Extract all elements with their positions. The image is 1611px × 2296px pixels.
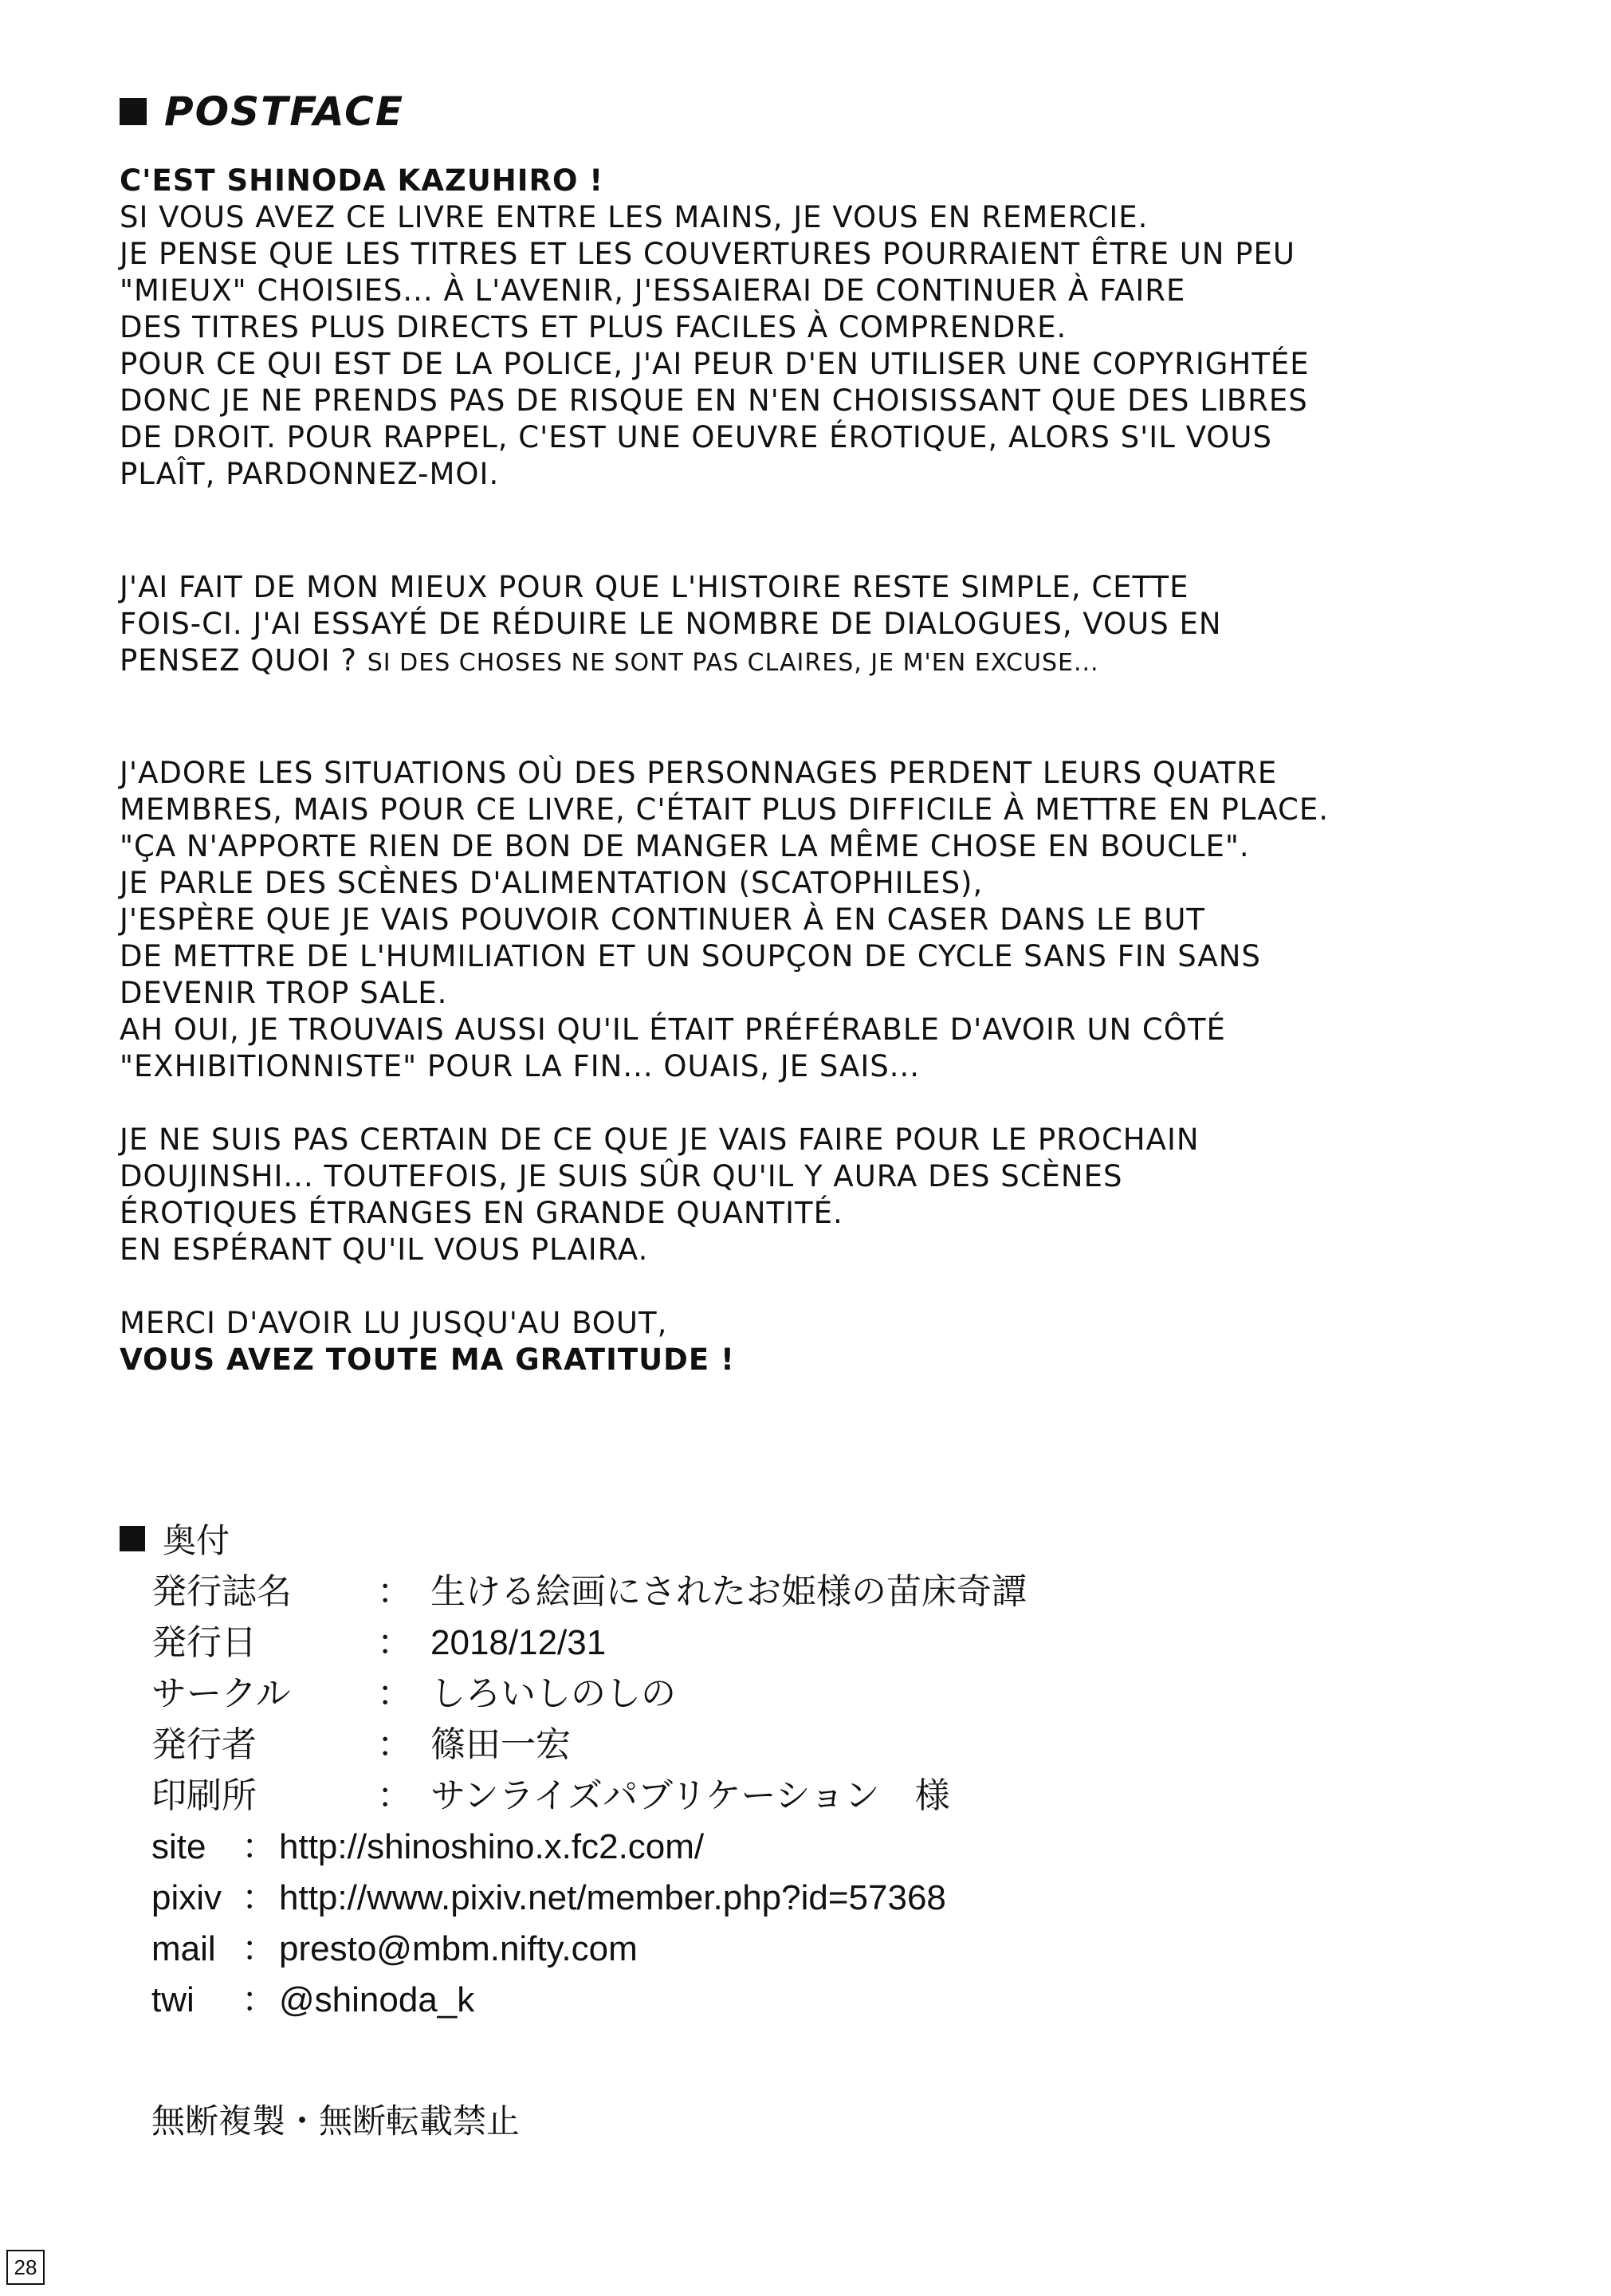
contact-separator: ： bbox=[242, 1878, 277, 1917]
contact-row-mail bbox=[120, 1920, 1475, 1971]
colophon-section bbox=[120, 1515, 1475, 2022]
paragraph-line: JE PENSE QUE LES TITRES ET LES COUVERTURES POURRAIENT ÊTRE UN PEU bbox=[120, 237, 1296, 271]
row-label: 発行誌名 bbox=[151, 1572, 292, 1611]
paragraph-small-text: SI DES CHOSES NE SONT PAS CLAIRES, JE M'EN EXCUSE... bbox=[367, 649, 1099, 677]
mail-address: presto@mbm.nifty.com bbox=[279, 1929, 638, 1968]
row-label: 発行日 bbox=[151, 1623, 257, 1662]
row-value: サンライズパブリケーション 様 bbox=[430, 1776, 950, 1815]
paragraph-line: JE PARLE DES SCÈNES D'ALIMENTATION (SCATOPHILES), bbox=[120, 866, 984, 900]
colophon-title: 奥付 bbox=[163, 1521, 230, 1560]
contact-separator: ： bbox=[242, 1980, 277, 2019]
row-label: 発行者 bbox=[151, 1725, 257, 1764]
paragraph-line: DOUJINSHI... TOUTEFOIS, JE SUIS SÛR QU'IL Y AURA DES SCÈNES bbox=[120, 1159, 1123, 1193]
row-value: しろいしのしの bbox=[430, 1674, 676, 1713]
closing-line: VOUS AVEZ TOUTE MA GRATITUDE ! bbox=[120, 1343, 735, 1377]
contact-separator: ： bbox=[242, 1827, 277, 1866]
paragraph-line: POUR CE QUI EST DE LA POLICE, J'AI PEUR D'EN UTILISER UNE COPYRIGHTÉE bbox=[120, 347, 1310, 381]
row-label: 印刷所 bbox=[151, 1776, 257, 1815]
postface-paragraph-3 bbox=[120, 755, 1554, 1085]
paragraph-line: MEMBRES, MAIS POUR CE LIVRE, C'ÉTAIT PLUS DIFFICILE À METTRE EN PLACE. bbox=[120, 792, 1329, 827]
paragraph-line: EN ESPÉRANT QU'IL VOUS PLAIRA. bbox=[120, 1233, 649, 1267]
paragraph-line: DE METTRE DE L'HUMILIATION ET UN SOUPÇON DE CYCLE SANS FIN SANS bbox=[120, 939, 1261, 973]
row-separator: ： bbox=[377, 1572, 412, 1611]
paragraph-line: JE NE SUIS PAS CERTAIN DE CE QUE JE VAIS FAIRE POUR LE PROCHAIN bbox=[120, 1122, 1200, 1157]
row-value: 2018/12/31 bbox=[430, 1623, 607, 1662]
postface-section bbox=[120, 80, 1554, 1378]
paragraph-text: PENSEZ QUOI ? bbox=[120, 643, 357, 678]
colophon-row-circle bbox=[120, 1665, 1475, 1716]
paragraph-line: DE DROIT. POUR RAPPEL, C'EST UNE OEUVRE ÉROTIQUE, ALORS S'IL VOUS bbox=[120, 420, 1272, 454]
paragraph-line: DONC JE NE PRENDS PAS DE RISQUE EN N'EN CHOISISSANT QUE DES LIBRES bbox=[120, 383, 1308, 418]
row-value: 生ける絵画にされたお姫様の苗床奇譚 bbox=[430, 1572, 1027, 1611]
contact-label: mail bbox=[151, 1929, 216, 1968]
contact-label: twi bbox=[151, 1980, 194, 2019]
postface-paragraph-2 bbox=[120, 569, 1554, 682]
paragraph-line: MERCI D'AVOIR LU JUSQU'AU BOUT, bbox=[120, 1306, 668, 1340]
paragraph-line: J'ADORE LES SITUATIONS OÙ DES PERSONNAGES PERDENT LEURS QUATRE bbox=[120, 756, 1278, 790]
paragraph-line: C'EST SHINODA KAZUHIRO ! bbox=[120, 163, 604, 198]
twitter-handle: @shinoda_k bbox=[279, 1980, 475, 2019]
black-square-icon bbox=[120, 98, 147, 125]
row-separator: ： bbox=[377, 1776, 412, 1815]
colophon-row-publisher bbox=[120, 1716, 1475, 1767]
paragraph-line: "ÇA N'APPORTE RIEN DE BON DE MANGER LA MÊME CHOSE EN BOUCLE". bbox=[120, 829, 1250, 863]
contact-row-twi bbox=[120, 1971, 1475, 2022]
paragraph-line: DES TITRES PLUS DIRECTS ET PLUS FACILES À COMPRENDRE. bbox=[120, 310, 1067, 344]
row-value: 篠田一宏 bbox=[430, 1725, 571, 1764]
contact-row-pixiv bbox=[120, 1869, 1475, 1920]
colophon-row-title bbox=[120, 1563, 1475, 1614]
contact-label: pixiv bbox=[151, 1878, 222, 1917]
colophon-row-printer bbox=[120, 1767, 1475, 1818]
paragraph-line: AH OUI, JE TROUVAIS AUSSI QU'IL ÉTAIT PRÉFÉRABLE D'AVOIR UN CÔTÉ bbox=[120, 1012, 1226, 1047]
paragraph-line: ÉROTIQUES ÉTRANGES EN GRANDE QUANTITÉ. bbox=[120, 1196, 843, 1230]
paragraph-line: PLAÎT, PARDONNEZ-MOI. bbox=[120, 457, 500, 491]
postface-paragraph-1 bbox=[120, 163, 1554, 493]
paragraph-line bbox=[120, 643, 1554, 682]
paragraph-line: DEVENIR TROP SALE. bbox=[120, 976, 448, 1010]
paragraph-line: J'AI FAIT DE MON MIEUX POUR QUE L'HISTOIRE RESTE SIMPLE, CETTE bbox=[120, 570, 1189, 604]
paragraph-line: "EXHIBITIONNISTE" POUR LA FIN... OUAIS, JE SAIS... bbox=[120, 1049, 921, 1083]
paragraph-line: "MIEUX" CHOISIES... À L'AVENIR, J'ESSAIERAI DE CONTINUER À FAIRE bbox=[120, 273, 1186, 308]
black-square-icon bbox=[120, 1526, 145, 1551]
row-separator: ： bbox=[377, 1725, 412, 1764]
colophon-heading bbox=[120, 1515, 1475, 1563]
row-label: サークル bbox=[151, 1674, 291, 1713]
postface-paragraph-4 bbox=[120, 1122, 1554, 1268]
row-separator: ： bbox=[377, 1674, 412, 1713]
paragraph-line: J'ESPÈRE QUE JE VAIS POUVOIR CONTINUER À EN CASER DANS LE BUT bbox=[120, 902, 1205, 937]
contact-label: site bbox=[151, 1827, 206, 1866]
copyright-notice: 無断複製・無断転載禁止 bbox=[151, 2102, 521, 2140]
paragraph-line: FOIS-CI. J'AI ESSAYÉ DE RÉDUIRE LE NOMBRE DE DIALOGUES, VOUS EN bbox=[120, 607, 1222, 641]
contact-separator: ： bbox=[242, 1929, 277, 1968]
contact-row-site bbox=[120, 1818, 1475, 1869]
paragraph-line: SI VOUS AVEZ CE LIVRE ENTRE LES MAINS, JE VOUS EN REMERCIE. bbox=[120, 200, 1149, 234]
pixiv-link: http://www.pixiv.net/member.php?id=57368 bbox=[279, 1878, 946, 1917]
site-link: http://shinoshino.x.fc2.com/ bbox=[279, 1827, 705, 1866]
page-number: 28 bbox=[6, 2250, 45, 2285]
postface-paragraph-5 bbox=[120, 1305, 1554, 1378]
colophon-row-date bbox=[120, 1614, 1475, 1665]
row-separator: ： bbox=[377, 1623, 412, 1662]
postface-title: POSTFACE bbox=[164, 88, 404, 135]
postface-heading bbox=[120, 80, 1554, 144]
